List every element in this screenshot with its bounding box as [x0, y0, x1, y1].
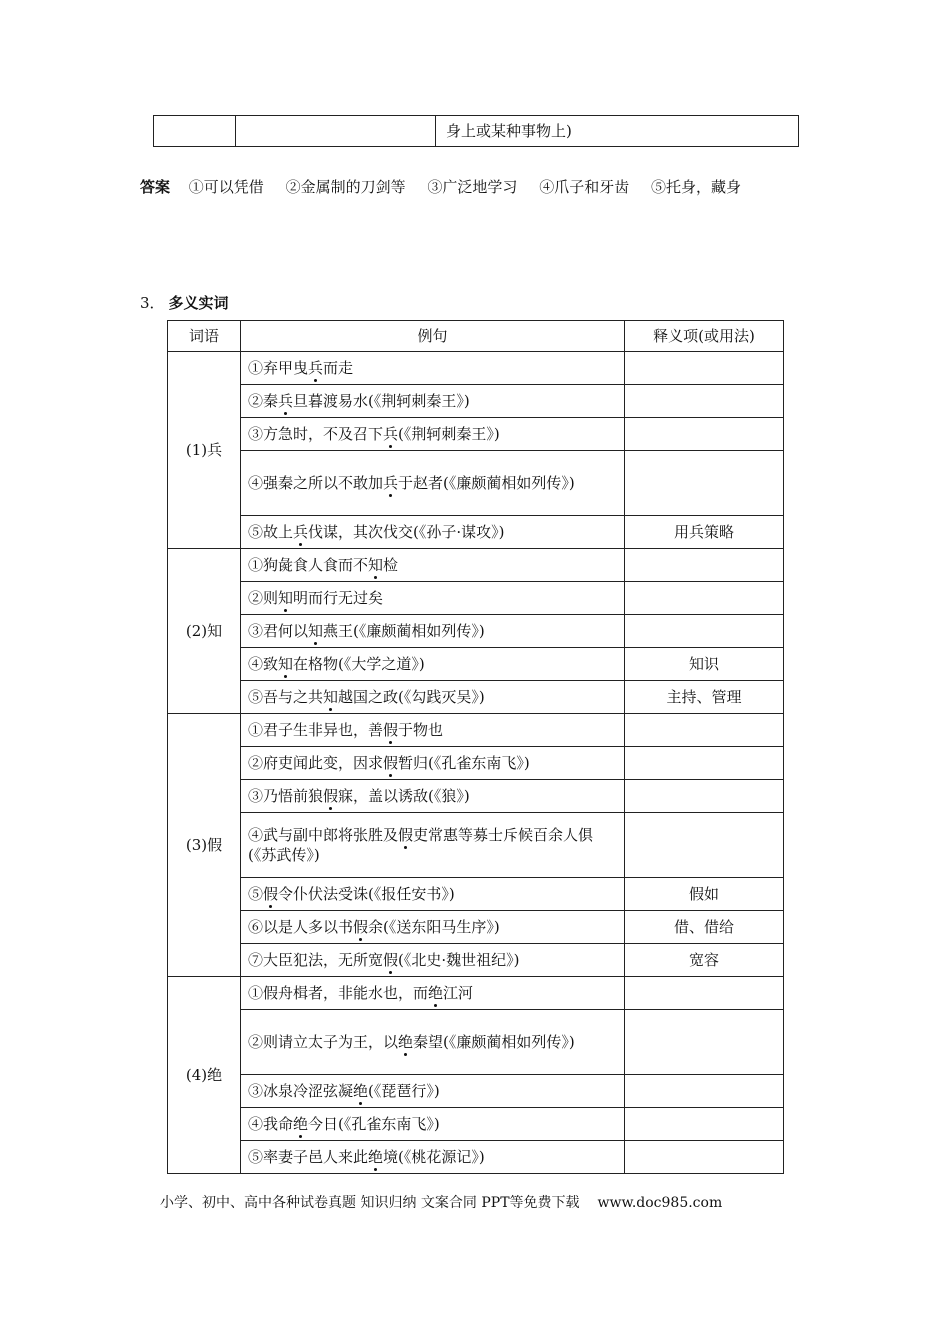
- answer-item: ③广泛地学习: [427, 178, 518, 196]
- example-text-after: 在格物(《大学之道》): [293, 655, 425, 673]
- section-title-text: 多义实词: [168, 294, 229, 312]
- section-title: [140, 292, 229, 313]
- polysemy-table: [167, 320, 784, 1174]
- meaning-cell: [625, 418, 784, 451]
- example-cell: [241, 977, 625, 1010]
- example-text-before: ⑤故上: [248, 523, 294, 541]
- example-text-after: 寐，盖以诱敌(《狼》): [338, 787, 470, 805]
- example-text-after: 明而行无过矣: [293, 589, 384, 607]
- header-meaning: 释义项(或用法): [625, 321, 784, 352]
- example-text-after: 暂归(《孔雀东南飞》): [398, 754, 530, 772]
- answer-item: ④爪子和牙齿: [539, 178, 630, 196]
- example-text-before: ①弃甲曳: [248, 359, 309, 377]
- table-row: [168, 648, 784, 681]
- meaning-cell: [625, 549, 784, 582]
- example-cell: [241, 1010, 625, 1075]
- key-word-emphasis: 绝: [353, 1082, 369, 1100]
- example-cell: [241, 681, 625, 714]
- key-word-emphasis: 兵: [308, 359, 324, 377]
- table-row: [168, 714, 784, 747]
- example-text-before: ③方急时，不及召下: [248, 425, 384, 443]
- example-cell: [241, 911, 625, 944]
- example-text-after: 旦暮渡易水(《荆轲刺秦王》): [293, 392, 470, 410]
- key-word-emphasis: 绝: [368, 1148, 384, 1166]
- example-text-after: (《琵琶行》): [368, 1082, 440, 1100]
- example-text-after: 而走: [323, 359, 354, 377]
- meaning-cell: [625, 780, 784, 813]
- example-cell: [241, 418, 625, 451]
- key-word-emphasis: 知: [308, 622, 324, 640]
- table-row: [168, 1141, 784, 1174]
- meaning-cell: 主持、管理: [625, 681, 784, 714]
- table-row: [168, 385, 784, 418]
- table-row: [168, 813, 784, 878]
- example-text-after: 于物也: [398, 721, 444, 739]
- example-text-after: 于赵者(《廉颇蔺相如列传》): [398, 474, 575, 492]
- example-text-after: 越国之政(《勾践灭吴》): [338, 688, 485, 706]
- example-text-before: ④致: [248, 655, 279, 673]
- example-text-before: ③乃悟前狼: [248, 787, 324, 805]
- key-word-emphasis: 知: [368, 556, 384, 574]
- example-cell: [241, 648, 625, 681]
- example-text-before: ⑤: [248, 885, 264, 903]
- meaning-cell: 宽容: [625, 944, 784, 977]
- key-word-emphasis: 兵: [383, 425, 399, 443]
- example-cell: [241, 451, 625, 516]
- key-word-emphasis: 兵: [293, 523, 309, 541]
- meaning-cell: [625, 582, 784, 615]
- key-word-emphasis: 假: [383, 721, 399, 739]
- meaning-cell: [625, 714, 784, 747]
- example-text-before: ④我命: [248, 1115, 294, 1133]
- footer: [160, 1192, 722, 1212]
- example-cell: [241, 944, 625, 977]
- table-cell: [236, 116, 436, 147]
- example-text-before: ③君何以: [248, 622, 309, 640]
- example-text-before: ⑦大臣犯法，无所宽: [248, 951, 384, 969]
- example-text-after: 吏常惠等募士斥候百余人俱(《苏武传》): [248, 826, 594, 864]
- table-row: [168, 977, 784, 1010]
- example-text-before: ①狗彘食人食而不: [248, 556, 369, 574]
- key-word-emphasis: 知: [323, 688, 339, 706]
- table-row: [168, 352, 784, 385]
- meaning-cell: [625, 352, 784, 385]
- table-row: [168, 911, 784, 944]
- polysemy-table-body: [168, 321, 784, 1174]
- example-text-after: 令仆伏法受诛(《报任安书》): [278, 885, 455, 903]
- table-row: [168, 1075, 784, 1108]
- example-text-after: 秦望(《廉颇蔺相如列传》): [413, 1033, 575, 1051]
- meaning-cell: [625, 977, 784, 1010]
- table-row: [168, 1010, 784, 1075]
- meaning-cell: [625, 1010, 784, 1075]
- meaning-cell: 借、借给: [625, 911, 784, 944]
- table-row: [168, 944, 784, 977]
- footer-text: 小学、初中、高中各种试卷真题 知识归纳 文案合同 PPT等免费下载: [160, 1195, 580, 1211]
- example-cell: [241, 1075, 625, 1108]
- example-text-after: 伐谋，其次伐交(《孙子·谋攻》): [308, 523, 505, 541]
- section-number: 3．: [140, 294, 165, 312]
- footer-url: www.doc985.com: [597, 1195, 723, 1211]
- example-cell: [241, 780, 625, 813]
- table-row: [168, 747, 784, 780]
- example-cell: [241, 516, 625, 549]
- example-cell: [241, 1108, 625, 1141]
- header-example: 例句: [241, 321, 625, 352]
- answer-label: 答案: [140, 178, 171, 196]
- example-text-before: ②秦: [248, 392, 279, 410]
- key-word-emphasis: 绝: [428, 984, 444, 1002]
- table-row: [168, 615, 784, 648]
- example-text-before: ④武与副中郎将张胜及: [248, 826, 399, 844]
- meaning-cell: [625, 1108, 784, 1141]
- example-text-before: ⑥以是人多以书: [248, 918, 354, 936]
- table-row: [168, 516, 784, 549]
- example-text-after: 燕王(《廉颇蔺相如列传》): [323, 622, 485, 640]
- example-text-before: ④强秦之所以不敢加: [248, 474, 384, 492]
- example-cell: [241, 813, 625, 878]
- meaning-cell: 知识: [625, 648, 784, 681]
- example-text-after: 江河: [443, 984, 474, 1002]
- table-header-row: [168, 321, 784, 352]
- example-cell: [241, 615, 625, 648]
- key-word-emphasis: 兵: [383, 474, 399, 492]
- key-word-emphasis: 知: [278, 655, 294, 673]
- table-row: [168, 878, 784, 911]
- example-text-before: ①假舟楫者，非能水也，而: [248, 984, 429, 1002]
- meaning-cell: [625, 385, 784, 418]
- example-cell: [241, 549, 625, 582]
- key-word-emphasis: 绝: [293, 1115, 309, 1133]
- header-word: 词语: [168, 321, 241, 352]
- word-cell: (4)绝: [168, 977, 241, 1174]
- example-text-before: ②则: [248, 589, 279, 607]
- example-cell: [241, 385, 625, 418]
- example-cell: [241, 582, 625, 615]
- word-cell: (2)知: [168, 549, 241, 714]
- example-cell: [241, 1141, 625, 1174]
- example-text-before: ②则请立太子为王，以: [248, 1033, 399, 1051]
- key-word-emphasis: 假: [398, 826, 414, 844]
- example-cell: [241, 714, 625, 747]
- table-row: [154, 116, 799, 147]
- answer-item: ⑤托身，藏身: [650, 178, 741, 196]
- table-row: [168, 582, 784, 615]
- key-word-emphasis: 假: [383, 754, 399, 772]
- meaning-cell: [625, 747, 784, 780]
- example-text-after: 余(《送东阳马生序》): [368, 918, 500, 936]
- example-text-before: ⑤率妻子邑人来此: [248, 1148, 369, 1166]
- meaning-cell: [625, 1075, 784, 1108]
- example-cell: [241, 352, 625, 385]
- example-text-before: ③冰泉冷涩弦凝: [248, 1082, 354, 1100]
- table-row: [168, 780, 784, 813]
- top-table-fragment: [153, 115, 799, 147]
- example-text-after: 检: [383, 556, 399, 574]
- example-cell: [241, 878, 625, 911]
- example-text-after: (《荆轲刺秦王》): [398, 425, 500, 443]
- meaning-cell: 用兵策略: [625, 516, 784, 549]
- key-word-emphasis: 知: [278, 589, 294, 607]
- answer-item: ②金属制的刀剑等: [285, 178, 406, 196]
- meaning-cell: [625, 813, 784, 878]
- example-text-before: ②府吏闻此变，因求: [248, 754, 384, 772]
- example-text-after: 境(《桃花源记》): [383, 1148, 485, 1166]
- table-cell: 身上或某种事物上): [436, 116, 799, 147]
- meaning-cell: [625, 1141, 784, 1174]
- key-word-emphasis: 假: [263, 885, 279, 903]
- word-cell: (3)假: [168, 714, 241, 977]
- example-text-after: (《北史·魏世祖纪》): [398, 951, 520, 969]
- table-row: [168, 681, 784, 714]
- meaning-cell: 假如: [625, 878, 784, 911]
- word-cell: (1)兵: [168, 352, 241, 549]
- answer-item: ①可以凭借: [188, 178, 264, 196]
- example-cell: [241, 747, 625, 780]
- example-text-after: 今日(《孔雀东南飞》): [308, 1115, 440, 1133]
- table-cell: [154, 116, 236, 147]
- table-row: [168, 418, 784, 451]
- key-word-emphasis: 绝: [398, 1033, 414, 1051]
- answer-line: [140, 176, 758, 197]
- table-row: [168, 549, 784, 582]
- meaning-cell: [625, 451, 784, 516]
- table-row: [168, 1108, 784, 1141]
- key-word-emphasis: 假: [353, 918, 369, 936]
- meaning-cell: [625, 615, 784, 648]
- key-word-emphasis: 兵: [278, 392, 294, 410]
- key-word-emphasis: 假: [323, 787, 339, 805]
- example-text-before: ⑤吾与之共: [248, 688, 324, 706]
- key-word-emphasis: 假: [383, 951, 399, 969]
- table-row: [168, 451, 784, 516]
- example-text-before: ①君子生非异也，善: [248, 721, 384, 739]
